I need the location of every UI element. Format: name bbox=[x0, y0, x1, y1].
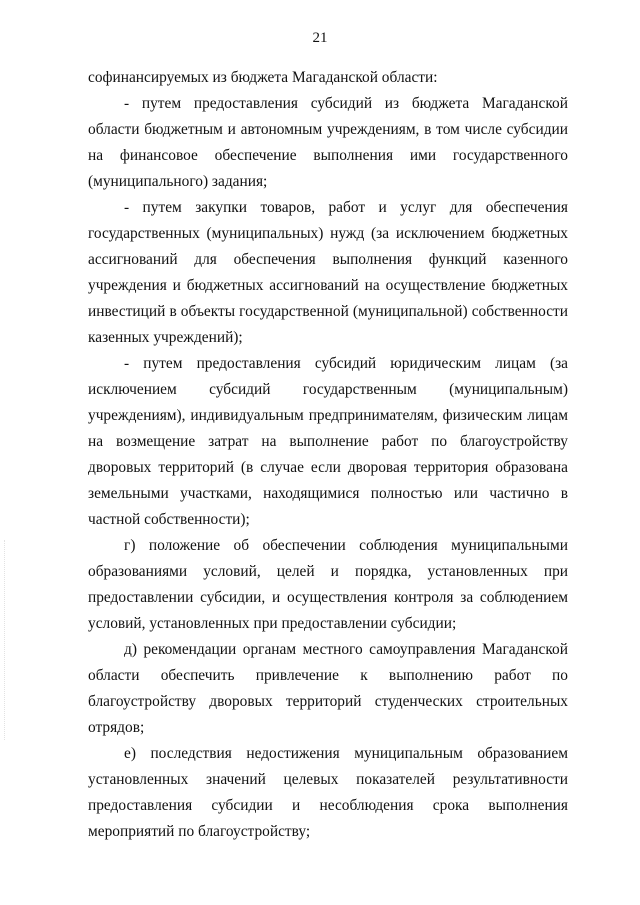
page-number: 21 bbox=[312, 30, 328, 46]
paragraph-item-e: е) последствия недостижения муниципальным образованием установленных значений целевых показателей результативности предоставления субсидии и несоблюдения срока выполнения мероприятий по благоустройству; bbox=[88, 745, 568, 840]
paragraph-item-subsidies-legal-entities: - путем предоставления субсидий юридическим лицам (за исключением субсидий государственным (муниципальным) учреждениям), индивидуальным предпринимателям, физическим лицам на возмещение затрат на выполнение работ по благоустройству дворовых территорий (в случае если дворовая территория образована земельными участками, находящимися полностью или частично в частной собственности); bbox=[88, 355, 568, 528]
paragraph-item-procurement: - путем закупки товаров, работ и услуг для обеспечения государственных (муниципальных) нужд (за исключением бюджетных ассигнований для обеспечения выполнения функций казенного учреждения и бюджетных ассигнований на осуществление бюджетных инвестиций в объекты государственной (муниципальной) собственности казенных учреждений); bbox=[88, 199, 568, 346]
scan-artifact bbox=[4, 540, 6, 740]
paragraph-item-subsidies-institutions: - путем предоставления субсидий из бюджета Магаданской области бюджетным и автономным учреждениям, в том числе субсидии на финансовое обеспечение выполнения ими государственного (муниципального) задания; bbox=[88, 95, 568, 190]
body-text bbox=[88, 65, 568, 845]
paragraph-item-g: г) положение об обеспечении соблюдения муниципальными образованиями условий, целей и порядка, установленных при предоставлении субсидии, и осуществления контроля за соблюдением условий, установленных при предоставлении субсидии; bbox=[88, 537, 568, 632]
paragraph-intro: софинансируемых из бюджета Магаданской области: bbox=[88, 69, 438, 86]
paragraph-item-d: д) рекомендации органам местного самоуправления Магаданской области обеспечить привлечение к выполнению работ по благоустройству дворовых территорий студенческих строительных отрядов; bbox=[88, 641, 568, 736]
